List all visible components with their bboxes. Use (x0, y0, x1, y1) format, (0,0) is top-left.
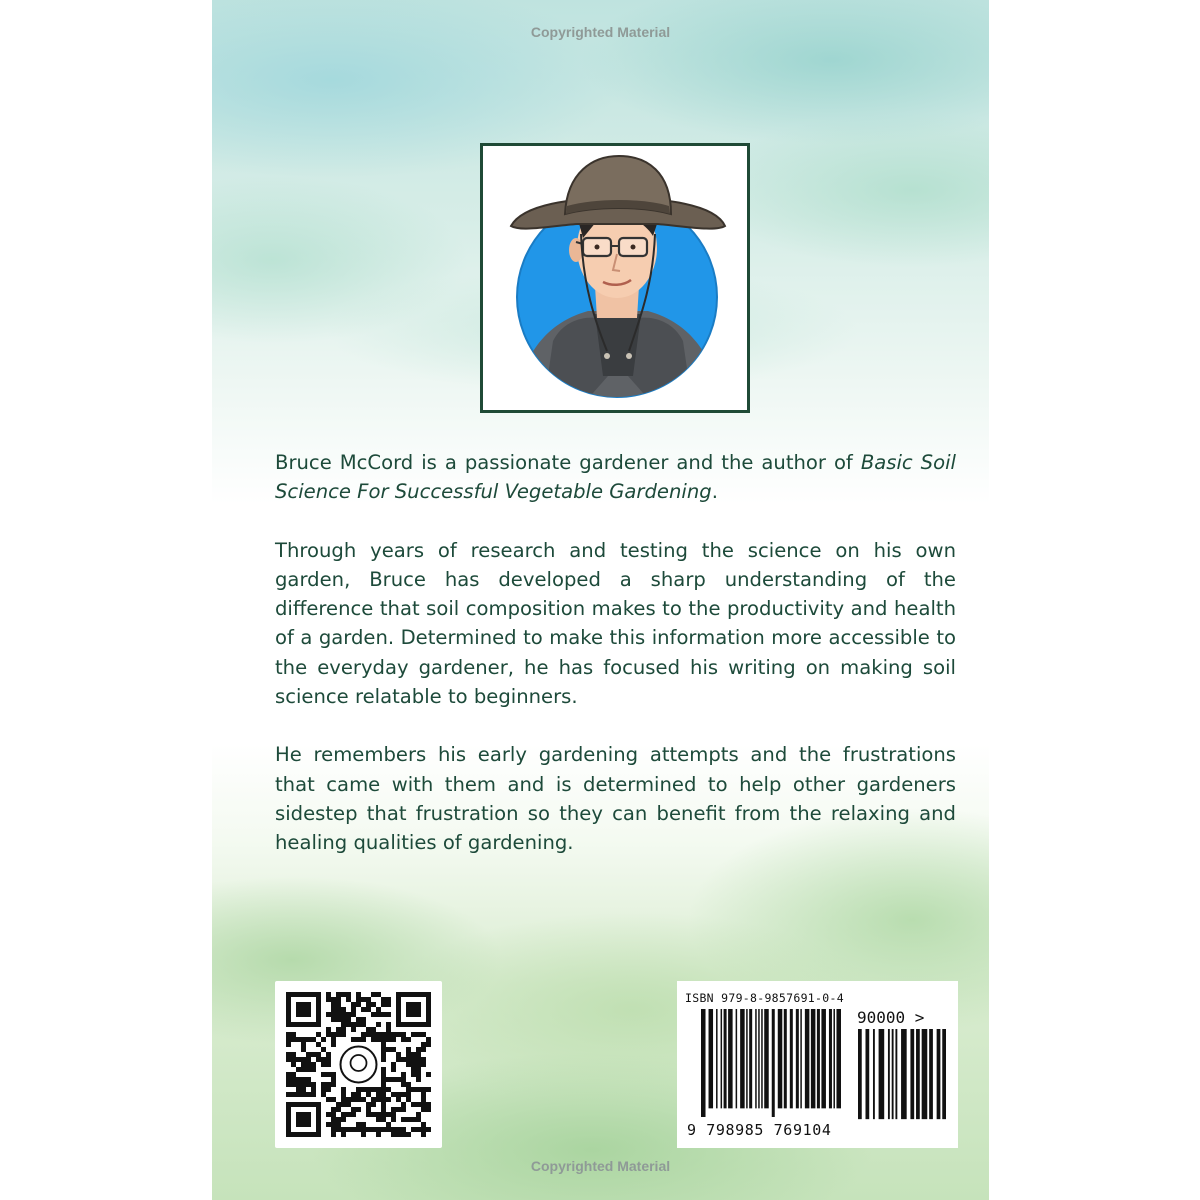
back-cover (212, 0, 989, 1200)
bio-book-title: Basic Soil Science For Successful Vegetable Gardening (275, 451, 956, 504)
bio-paragraph-motivation: He remembers his early gardening attempts and the frustrations that came with them and is determined to help other gardeners sidestep that frustration so they can benefit from the relaxing and healing qualities of gardening. (275, 743, 956, 855)
bio-intro-end: . (711, 480, 718, 504)
barcode-bars-addon (858, 1029, 946, 1127)
isbn-barcode (677, 981, 958, 1148)
copyright-watermark-top: Copyrighted Material (530, 24, 671, 40)
author-portrait-frame (480, 143, 750, 413)
author-portrait-icon (483, 146, 747, 410)
price-code: 90000 > (857, 1008, 925, 1027)
bio-paragraph-intro (275, 448, 956, 507)
author-bio (275, 448, 956, 887)
bio-intro-text: Bruce McCord is a passionate gardener and the author of (275, 451, 861, 474)
isbn-label: ISBN 979-8-9857691-0-4 (685, 991, 844, 1005)
barcode-bars-main (701, 1009, 844, 1117)
copyright-watermark-bottom: Copyrighted Material (530, 1158, 671, 1174)
ean-digits: 9 798985 769104 (687, 1121, 832, 1139)
qr-code (275, 981, 442, 1148)
bio-paragraph-research: Through years of research and testing the science on his own garden, Bruce has developed a sharp understanding of the difference that soil composition makes to the productivity and health of a garden. Determined to make this information more accessible to the everyday gardener, he has focused his writing on making soil science relatable to beginners. (275, 538, 956, 709)
qr-code-icon (286, 992, 431, 1137)
